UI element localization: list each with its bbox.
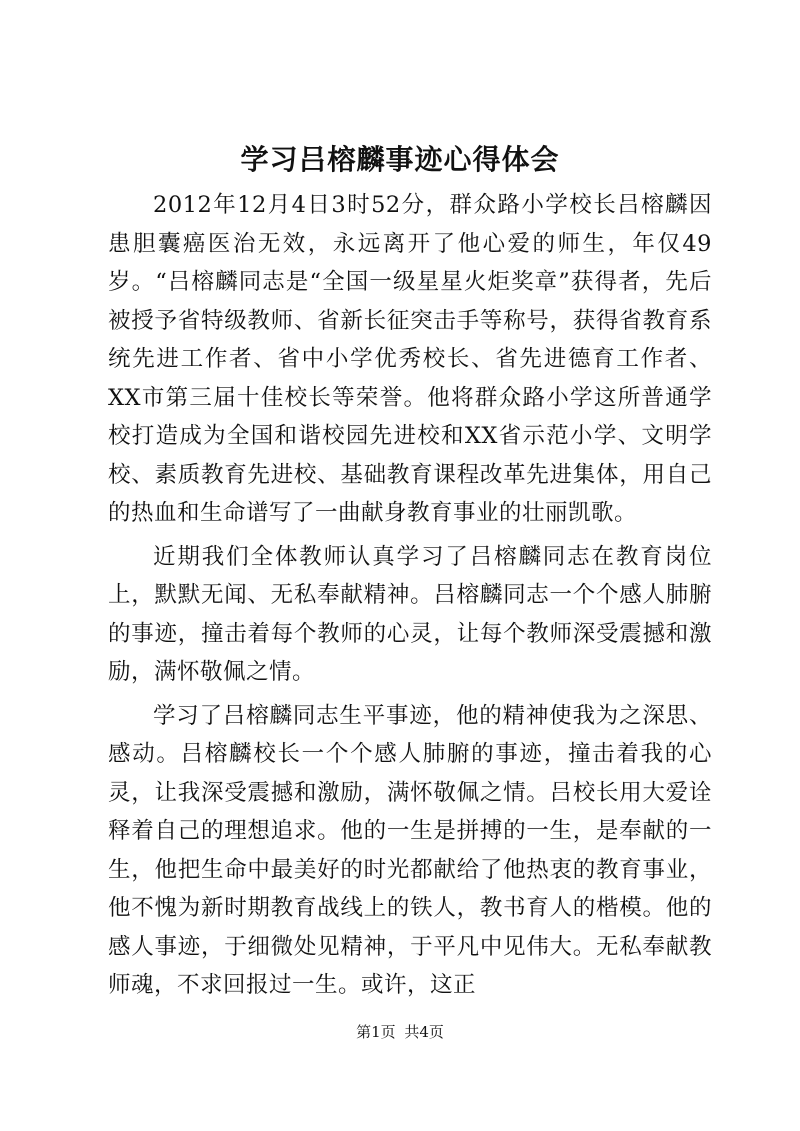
paragraph-3: 学习了吕榕麟同志生平事迹，他的精神使我为之深思、感动。吕榕麟校长一个个感人肺腑的事迹，撞击着我的心灵，让我深受震撼和激励，满怀敬佩之情。吕校长用大爱诠释着自己的理想追求。他的一生是拼搏的一生，是奉献的一生，他把生命中最美好的时光都献给了他热衷的教育事业，他不愧为新时期教育战线上的铁人，教书育人的楷模。他的感人事迹，于细微处见精神，于平凡中见伟大。无私奉献教师魂，不求回报过一生。或许，这正 bbox=[108, 702, 712, 998]
paragraph-1: 2012年12月4日3时52分，群众路小学校长吕榕麟因患胆囊癌医治无效，永远离开了他心爱的师生，年仅49岁。“吕榕麟同志是“全国一级星星火炬奖章”获得者，先后被授予省特级教师、省新长征突击手等称号，获得省教育系统先进工作者、省中小学优秀校长、省先进德育工作者、XX市第三届十佳校长等荣誉。他将群众路小学这所普通学校打造成为全国和谐校园先进校和XX省示范小学、文明学校、素质教育先进校、基础教育课程改革先进集体，用自己的热血和生命谱写了一曲献身教育事业的壮丽凯歌。 bbox=[108, 192, 712, 526]
paragraph-2: 近期我们全体教师认真学习了吕榕麟同志在教育岗位上，默默无闻、无私奉献精神。吕榕麟同志一个个感人肺腑的事迹，撞击着每个教师的心灵，让每个教师深受震撼和激励，满怀敬佩之情。 bbox=[108, 543, 712, 685]
page-footer: 第1页 共4页 bbox=[356, 1023, 444, 1041]
document-title: 学习吕榕麟事迹心得体会 bbox=[240, 143, 560, 176]
document-body bbox=[108, 186, 712, 1005]
